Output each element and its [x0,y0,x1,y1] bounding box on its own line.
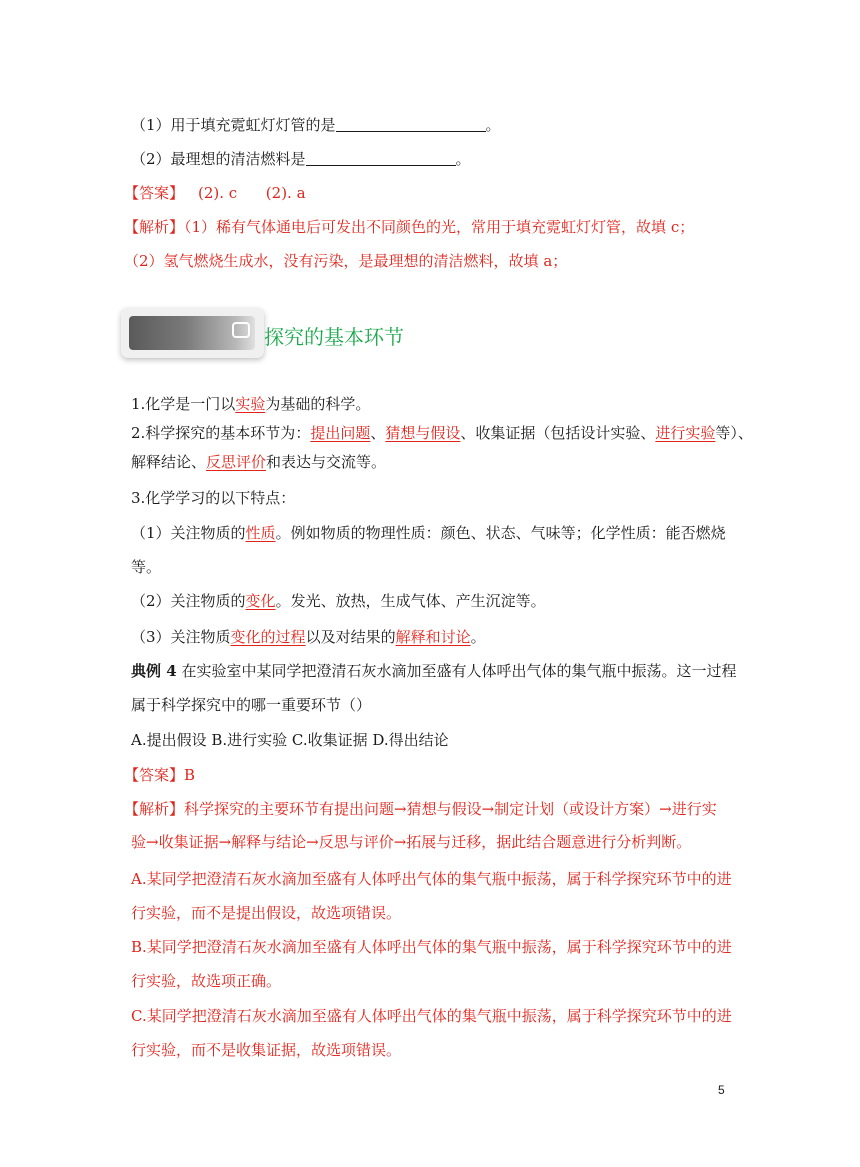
page-number: 5 [718,1083,725,1097]
analysis-text: 行实验，故选项正确。 [131,972,282,990]
question-2-end: 。 [455,150,471,168]
answer-text: B [184,766,196,784]
analysis-2-line-6 [131,971,281,991]
options-text: A.提出假设 B.进行实验 C.收集证据 D.得出结论 [131,731,449,749]
analysis-2-line-8 [131,1040,401,1060]
square-icon [232,322,250,338]
text: 以及对结果的 [305,628,396,646]
paragraph-1 [131,394,370,414]
example-4-options [131,730,449,750]
text: 2.科学探究的基本环节为： [131,424,311,442]
key-term: 实验 [235,395,266,413]
example-4-cont [131,695,371,715]
key-term: 提出问题 [310,424,371,442]
paragraph-2-cont [131,452,386,472]
analysis-text: C.某同学把澄清石灰水滴加至盛有人体呼出气体的集气瓶中振荡，属于科学探究环节中的进 [131,1007,732,1025]
text: 。 [470,628,486,646]
analysis-text: （1）稀有气体通电后可发出不同颜色的光，常用于填充霓虹灯灯管，故填 c； [184,218,695,236]
analysis-2-line-5 [131,937,732,957]
analysis-2-line-3 [131,869,732,889]
paragraph-3 [131,488,295,508]
analysis-text: 行实验，而不是提出假设，故选项错误。 [131,904,402,922]
analysis-2-line-1 [124,799,717,819]
answer-label: 【答案】 [124,184,185,202]
text: 1.化学是一门以 [131,395,236,413]
answer-label: 【答案】 [124,766,185,784]
key-term: 猜想与假设 [385,424,461,442]
question-1-text: （1）用于填充霓虹灯灯管的是 [131,116,336,134]
paragraph-3-3 [131,627,486,647]
question-2-text: （2）最理想的清洁燃料是 [131,150,306,168]
text: 等）、 [715,424,753,442]
paragraph-3-1 [131,523,726,543]
analysis-text: B.某同学把澄清石灰水滴加至盛有人体呼出气体的集气瓶中振荡，属于科学探究环节中的进 [131,938,732,956]
question-1 [131,115,501,135]
text: 。发光、放热，生成气体、产生沉淀等。 [275,592,546,610]
analysis-text: （2）氢气燃烧生成水，没有污染，是最理想的清洁燃料，故填 a； [124,252,568,270]
answer-text: (2). c (2). a [198,184,306,202]
analysis-2-line-2 [131,832,691,852]
answer-1 [124,183,306,203]
example-4 [131,661,736,681]
analysis-label: 【解析】 [124,218,185,236]
analysis-2-line-4 [131,903,401,923]
question-2 [131,149,471,169]
paragraph-2 [131,423,753,443]
text: （1）关注物质的 [131,524,246,542]
answer-2 [124,765,195,785]
text: 、 [370,424,386,442]
paragraph-3-2 [131,591,546,611]
analysis-text: A.某同学把澄清石灰水滴加至盛有人体呼出气体的集气瓶中振荡，属于科学探究环节中的进 [131,870,732,888]
example-text: 属于科学探究中的哪一重要环节（） [131,696,372,714]
key-term: 性质 [245,524,276,542]
analysis-text: 验→收集证据→解释与结论→反思与评价→拓展与迁移，据此结合题意进行分析判断。 [131,833,692,851]
text: （3）关注物质 [131,628,231,646]
analysis-2-line-7 [131,1006,732,1026]
answer-blank-1 [336,117,486,132]
section-badge [121,308,264,358]
section-title: 探究的基本环节 [264,325,404,349]
text: 解释结论、 [131,453,207,471]
analysis-1-line-2 [124,251,567,271]
text: 和表达与交流等。 [266,453,387,471]
text: 、收集证据（包括设计实验、 [460,424,656,442]
key-term: 反思评价 [206,453,267,471]
analysis-1-line-1 [124,217,694,237]
text: 等。 [131,558,162,576]
key-term: 进行实验 [655,424,716,442]
key-term: 解释和讨论 [395,628,471,646]
answer-blank-2 [306,151,456,166]
key-term: 变化 [245,592,276,610]
analysis-text: 科学探究的主要环节有提出问题→猜想与假设→制定计划（或设计方案）→进行实 [184,800,717,818]
text: 为基础的科学。 [265,395,371,413]
key-term: 变化的过程 [230,628,306,646]
analysis-text: 行实验，而不是收集证据，故选项错误。 [131,1041,402,1059]
analysis-label: 【解析】 [124,800,185,818]
question-1-end: 。 [485,116,501,134]
text: 。例如物质的物理性质：颜色、状态、气味等；化学性质：能否燃烧 [275,524,726,542]
example-text: 在实验室中某同学把澄清石灰水滴加至盛有人体呼出气体的集气瓶中振荡。这一过程 [176,662,737,680]
text: 3.化学学习的以下特点： [131,489,296,507]
paragraph-3-1-cont [131,557,161,577]
text: （2）关注物质的 [131,592,246,610]
example-label: 典例 4 [131,662,177,680]
